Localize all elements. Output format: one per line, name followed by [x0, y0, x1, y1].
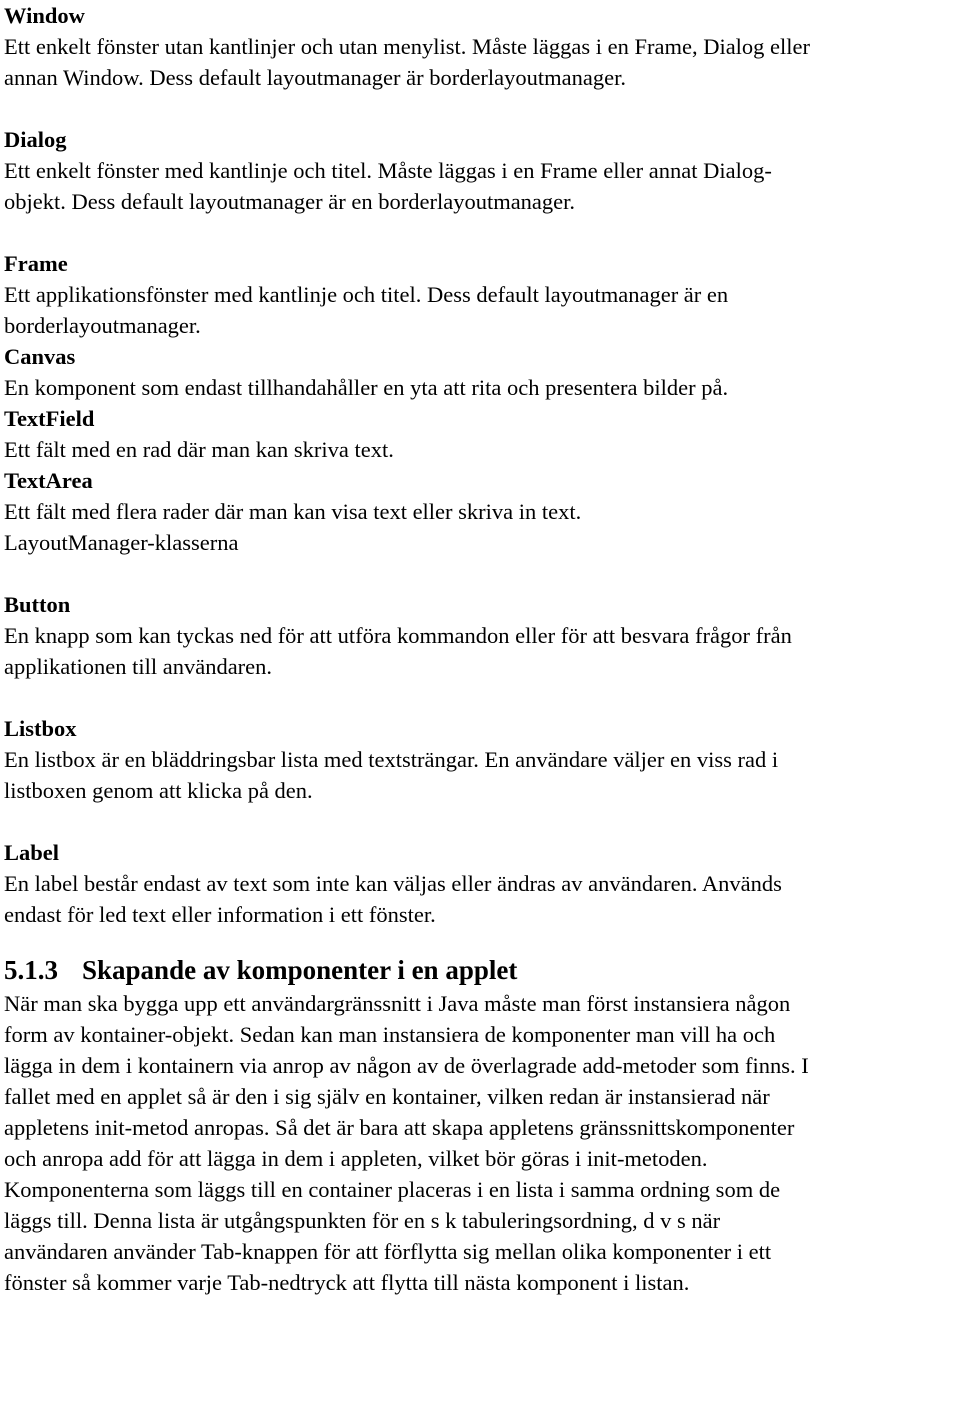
definition-line: objekt. Dess default layoutmanager är en borderlayoutmanager.: [4, 189, 576, 214]
definition-line: endast för led text eller information i ett fönster.: [4, 902, 436, 927]
term-frame: Frame: [4, 251, 68, 276]
entry-canvas: [4, 341, 956, 403]
layoutmanager-heading: LayoutManager-klasserna: [4, 530, 239, 555]
body-paragraph: [4, 988, 956, 1298]
definition-line: En listbox är en bläddringsbar lista med textsträngar. En användare väljer en viss rad i: [4, 747, 779, 772]
term-window: Window: [4, 3, 85, 28]
entry-textfield: [4, 403, 956, 465]
paragraph-line: form av kontainer-objekt. Sedan kan man instansiera de komponenter man vill ha och: [4, 1022, 776, 1047]
entry-dialog: [4, 124, 956, 217]
definition-line: annan Window. Dess default layoutmanager är borderlayoutmanager.: [4, 65, 627, 90]
paragraph-line: och anropa add för att lägga in dem i appleten, vilket bör göras i init-metoden.: [4, 1146, 708, 1171]
paragraph-line: Komponenterna som läggs till en container placeras i en lista i samma ordning som de: [4, 1177, 781, 1202]
term-canvas: Canvas: [4, 344, 76, 369]
spacer: [4, 217, 956, 248]
entry-button: [4, 589, 956, 682]
term-textfield: TextField: [4, 406, 95, 431]
spacer: [4, 93, 956, 124]
spacer: [4, 682, 956, 713]
definition-line: listboxen genom att klicka på den.: [4, 778, 313, 803]
section-number: 5.1.3: [4, 955, 58, 985]
term-dialog: Dialog: [4, 127, 67, 152]
section-title: Skapande av komponenter i en applet: [82, 955, 518, 985]
entry-textarea: [4, 465, 956, 527]
definition-line: borderlayoutmanager.: [4, 313, 201, 338]
definition-line: En komponent som endast tillhandahåller en yta att rita och presentera bilder på.: [4, 375, 729, 400]
definition-line: Ett fält med flera rader där man kan visa text eller skriva in text.: [4, 499, 582, 524]
paragraph-line: användaren använder Tab-knappen för att förflytta sig mellan olika komponenter i ett: [4, 1239, 772, 1264]
section-heading: [4, 952, 956, 988]
term-button: Button: [4, 592, 71, 617]
paragraph-line: appletens init-metod anropas. Så det är bara att skapa appletens gränssnittskomponenter: [4, 1115, 795, 1140]
spacer: [4, 806, 956, 837]
definition-line: applikationen till användaren.: [4, 654, 273, 679]
spacer: [4, 558, 956, 589]
entry-window: [4, 0, 956, 93]
definition-line: En label består endast av text som inte kan väljas eller ändras av användaren. Används: [4, 871, 782, 896]
term-listbox: Listbox: [4, 716, 77, 741]
document-page: [4, 0, 956, 1298]
definition-line: Ett enkelt fönster med kantlinje och titel. Måste läggas i en Frame eller annat Dialog-: [4, 158, 772, 183]
paragraph-line: fönster så kommer varje Tab-nedtryck att flytta till nästa komponent i listan.: [4, 1270, 690, 1295]
paragraph-line: lägga in dem i kontainern via anrop av någon av de överlagrade add-metoder som finns. I: [4, 1053, 809, 1078]
paragraph-line: När man ska bygga upp ett användargränssnitt i Java måste man först instansiera någon: [4, 991, 791, 1016]
term-textarea: TextArea: [4, 468, 93, 493]
paragraph-line: fallet med en applet så är den i sig själv en kontainer, vilken redan är instansierad när: [4, 1084, 770, 1109]
entry-frame: [4, 248, 956, 341]
entry-label: [4, 837, 956, 930]
definition-line: Ett enkelt fönster utan kantlinjer och utan menylist. Måste läggas i en Frame, Dialog eller: [4, 34, 811, 59]
definition-line: Ett applikationsfönster med kantlinje och titel. Dess default layoutmanager är en: [4, 282, 729, 307]
paragraph-line: läggs till. Denna lista är utgångspunkten för en s k tabuleringsordning, d v s när: [4, 1208, 721, 1233]
definition-line: Ett fält med en rad där man kan skriva text.: [4, 437, 394, 462]
entry-listbox: [4, 713, 956, 806]
definition-line: En knapp som kan tyckas ned för att utföra kommandon eller för att besvara frågor från: [4, 623, 792, 648]
term-label: Label: [4, 840, 60, 865]
